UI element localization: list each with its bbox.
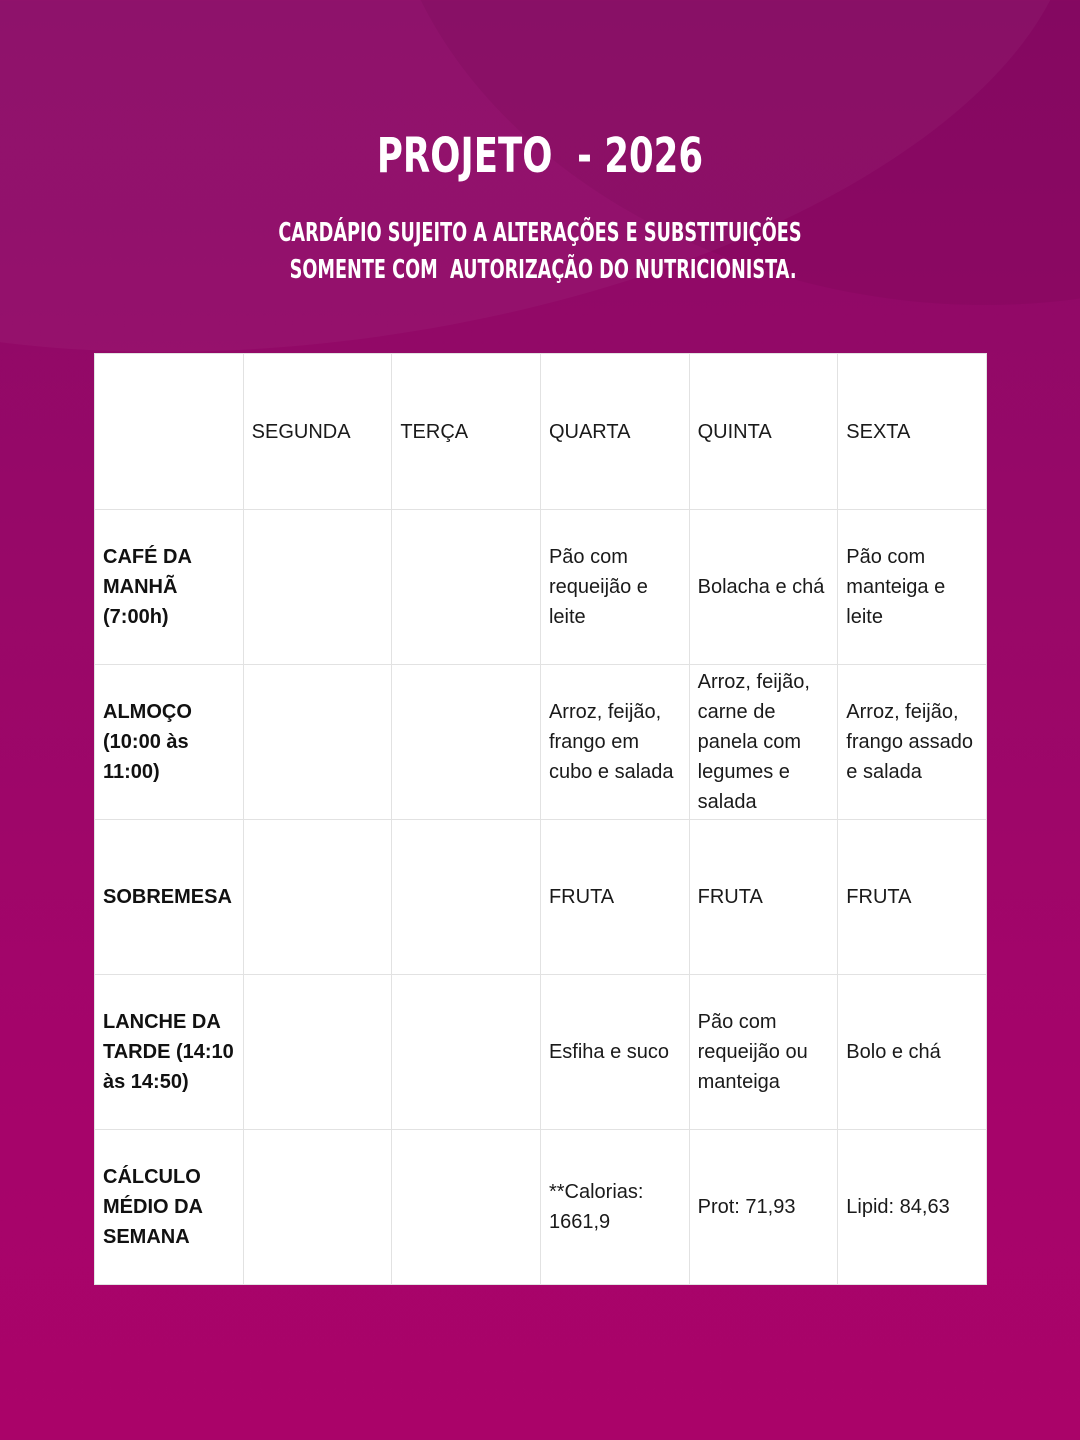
table-cell: Arroz, feijão, frango em cubo e salada — [540, 665, 689, 820]
table-cell: **Calorias: 1661,9 — [540, 1130, 689, 1285]
table-cell: Pão com requeijão e leite — [540, 510, 689, 665]
table-cell: FRUTA — [689, 820, 838, 975]
row-header: ALMOÇO (10:00 às 11:00) — [95, 665, 244, 820]
column-header — [95, 354, 244, 510]
column-header-quinta: QUINTA — [689, 354, 838, 510]
table-cell: Bolacha e chá — [689, 510, 838, 665]
table-row-lanche-da-tarde — [95, 975, 987, 1130]
table-cell — [392, 510, 541, 665]
notice-line-1: CARDÁPIO SUJEITO A ALTERAÇÕES E SUBSTITUIÇÕES — [278, 218, 802, 248]
table-cell: Arroz, feijão, carne de panela com legumes e salada — [689, 665, 838, 820]
table-cell — [392, 665, 541, 820]
table-cell: Pão com requeijão ou manteiga — [689, 975, 838, 1130]
table-header-row — [95, 354, 987, 510]
table-row-cafe-da-manha — [95, 510, 987, 665]
column-header-quarta: QUARTA — [540, 354, 689, 510]
table-cell — [392, 975, 541, 1130]
table-cell — [243, 510, 392, 665]
table-cell: Pão com manteiga e leite — [838, 510, 987, 665]
table-row-calculo-medio — [95, 1130, 987, 1285]
row-header: SOBREMESA — [95, 820, 244, 975]
notice-line-2: SOMENTE COM AUTORIZAÇÃO DO NUTRICIONISTA. — [283, 255, 797, 285]
table-row-almoco — [95, 665, 987, 820]
table-cell — [243, 1130, 392, 1285]
row-header: LANCHE DA TARDE (14:10 às 14:50) — [95, 975, 244, 1130]
table-cell: Esfiha e suco — [540, 975, 689, 1130]
row-header: CÁLCULO MÉDIO DA SEMANA — [95, 1130, 244, 1285]
background-swirl — [317, 0, 1080, 389]
table-cell: FRUTA — [540, 820, 689, 975]
column-header-sexta: SEXTA — [838, 354, 987, 510]
weekly-menu-table — [94, 353, 987, 1285]
table-cell — [243, 665, 392, 820]
column-header-terca: TERÇA — [392, 354, 541, 510]
table-cell: Arroz, feijão, frango assado e salada — [838, 665, 987, 820]
table-cell — [243, 975, 392, 1130]
table-cell: Lipid: 84,63 — [838, 1130, 987, 1285]
table-cell: FRUTA — [838, 820, 987, 975]
table-row-sobremesa — [95, 820, 987, 975]
column-header-segunda: SEGUNDA — [243, 354, 392, 510]
table-cell — [392, 1130, 541, 1285]
table-cell: Bolo e chá — [838, 975, 987, 1130]
page-title: PROJETO - 2026 — [376, 128, 704, 184]
row-header: CAFÉ DA MANHÃ (7:00h) — [95, 510, 244, 665]
table-cell — [392, 820, 541, 975]
table-cell — [243, 820, 392, 975]
table-cell: Prot: 71,93 — [689, 1130, 838, 1285]
